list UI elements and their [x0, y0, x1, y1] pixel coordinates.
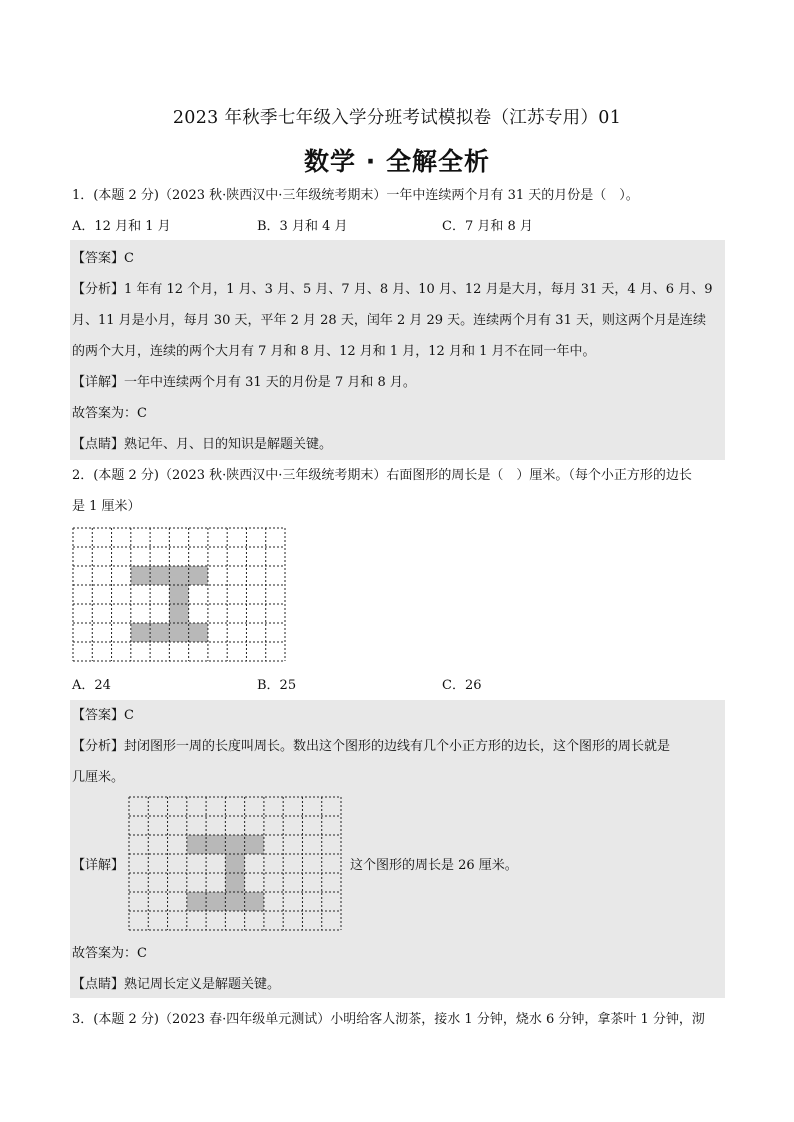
q1-analysis-line-2: 月、11 月是小月，每月 30 天，平年 2 月 28 天，闰年 2 月 29 天。连续两个月有 31 天，则这两个月是连续 — [72, 313, 706, 328]
shaded-cell — [225, 854, 244, 873]
q2-option-a: A．24 — [72, 678, 111, 693]
q2-analysis-line-2: 几厘米。 — [72, 770, 125, 785]
q2-option-c: C．26 — [442, 678, 482, 693]
q1-stem: 1．(本题 2 分)（2023 秋·陕西汉中·三年级统考期末）一年中连续两个月有 31 天的月份是（ ）。 — [72, 188, 639, 203]
q2-solution-grid-figure — [128, 796, 342, 931]
q1-answer: 【答案】C — [72, 251, 134, 266]
q2-option-b: B．25 — [257, 678, 297, 693]
q1-option-a: A．12 月和 1 月 — [72, 219, 171, 234]
q1-tip: 【点睛】熟记年、月、日的知识是解题关键。 — [72, 437, 333, 452]
shaded-cell — [245, 892, 264, 911]
shaded-cell — [169, 623, 188, 642]
page-title: 2023 年秋季七年级入学分班考试模拟卷（江苏专用）01 — [172, 108, 622, 128]
shaded-cell — [225, 835, 244, 854]
shaded-cell — [187, 835, 206, 854]
shaded-cell — [169, 604, 188, 623]
q2-conclusion: 故答案为：C — [72, 946, 147, 961]
shaded-cell — [150, 566, 169, 585]
shaded-cell — [206, 835, 225, 854]
shaded-cell — [225, 892, 244, 911]
q2-detail-label: 【详解】 — [72, 858, 125, 873]
shaded-cell — [131, 623, 150, 642]
shaded-cell — [189, 566, 208, 585]
q2-analysis-line-1: 【分析】封闭图形一周的长度叫周长。数出这个图形的边线有几个小正方形的边长，这个图形的周长就是 — [72, 739, 671, 754]
shaded-cell — [169, 566, 188, 585]
q1-detail: 【详解】一年中连续两个月有 31 天的月份是 7 月和 8 月。 — [72, 375, 416, 390]
q2-detail-text: 这个图形的周长是 26 厘米。 — [350, 858, 518, 873]
q2-stem-line-1: 2．(本题 2 分)（2023 秋·陕西汉中·三年级统考期末）右面图形的周长是（ ）厘米。（每个小正方形的边长 — [72, 468, 692, 483]
q2-grid-figure — [72, 527, 286, 662]
shaded-cell — [150, 623, 169, 642]
shaded-cell — [245, 835, 264, 854]
shaded-cell — [189, 623, 208, 642]
q2-tip: 【点睛】熟记周长定义是解题关键。 — [72, 977, 281, 992]
shaded-cell — [187, 892, 206, 911]
q2-answer: 【答案】C — [72, 708, 134, 723]
shaded-cell — [225, 873, 244, 892]
q2-stem-line-2: 是 1 厘米） — [72, 499, 141, 514]
q1-conclusion: 故答案为：C — [72, 406, 147, 421]
q1-option-c: C．7 月和 8 月 — [442, 219, 533, 234]
q1-option-b: B．3 月和 4 月 — [257, 219, 348, 234]
shaded-cell — [131, 566, 150, 585]
q1-analysis-line-3: 的两个大月，连续的两个大月有 7 月和 8 月、12 月和 1 月，12 月和 1 月不在同一年中。 — [72, 344, 596, 359]
q3-stem: 3．(本题 2 分)（2023 春·四年级单元测试）小明给客人沏茶，接水 1 分钟，烧水 6 分钟，拿茶叶 1 分钟，沏 — [72, 1012, 705, 1027]
q1-analysis-line-1: 【分析】1 年有 12 个月，1 月、3 月、5 月、7 月、8 月、10 月、12 月是大月，每月 31 天，4 月、6 月、9 — [72, 282, 713, 297]
page-subtitle: 数学 · 全解全析 — [304, 147, 490, 176]
shaded-cell — [206, 892, 225, 911]
shaded-cell — [169, 585, 188, 604]
